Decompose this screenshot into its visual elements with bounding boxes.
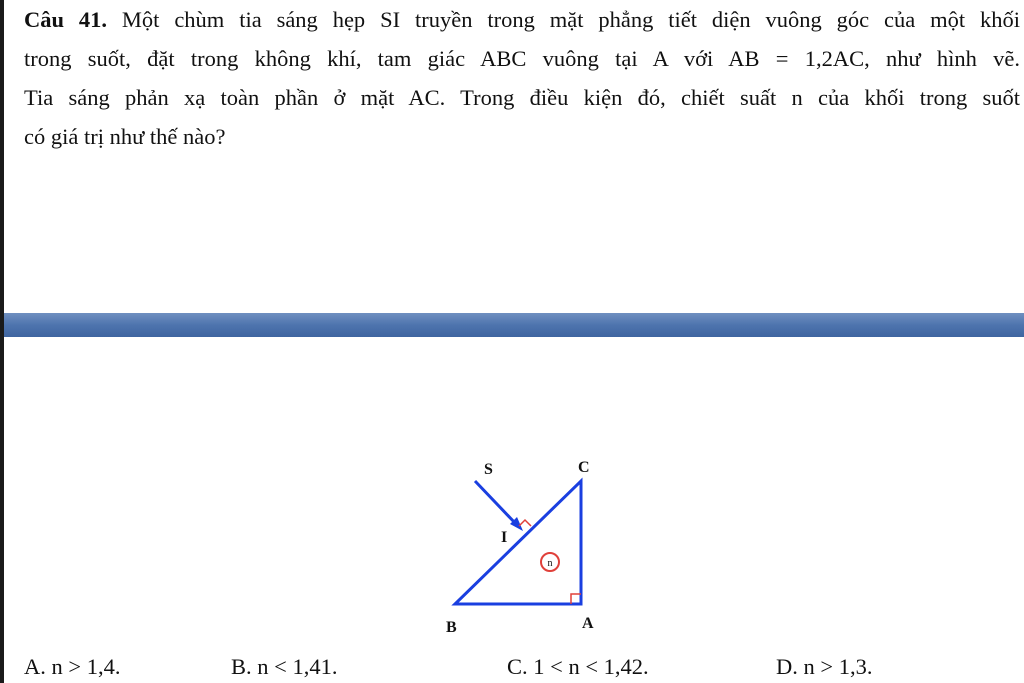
question-text	[24, 0, 1020, 156]
right-angle-mark-i	[519, 520, 531, 526]
label-a: A	[582, 615, 594, 632]
label-b: B	[446, 619, 457, 636]
question-label: Câu 41.	[24, 7, 108, 32]
label-s: S	[484, 461, 493, 478]
prism-figure	[440, 450, 610, 645]
question-line-1-text: Một chùm tia sáng hẹp SI truyền trong mặt phẳng tiết diện vuông góc của một khối	[107, 7, 1020, 32]
answer-d[interactable]: D. n > 1,3.	[776, 654, 873, 679]
triangle-abc	[455, 481, 581, 604]
answer-b[interactable]: B. n < 1,41.	[231, 654, 338, 679]
prism-diagram	[440, 450, 610, 640]
question-line-3: Tia sáng phản xạ toàn phần ở mặt AC. Trong điều kiện đó, chiết suất n của khối trong suốt	[24, 85, 1020, 110]
label-c: C	[578, 459, 590, 476]
incident-ray-si	[475, 481, 516, 524]
label-n: n	[547, 558, 553, 569]
label-i: I	[501, 529, 508, 546]
question-line-4: có giá trị như thế nào?	[24, 124, 226, 149]
slide-separator-bar	[4, 313, 1024, 337]
question-line-2: trong suốt, đặt trong không khí, tam giác ABC vuông tại A với AB = 1,2AC, như hình vẽ.	[24, 46, 1020, 71]
answer-a[interactable]: A. n > 1,4.	[24, 654, 121, 679]
question-line-1	[24, 0, 1020, 39]
answer-c[interactable]: C. 1 < n < 1,42.	[507, 654, 649, 679]
left-border	[0, 0, 4, 683]
answer-options	[0, 651, 1024, 683]
